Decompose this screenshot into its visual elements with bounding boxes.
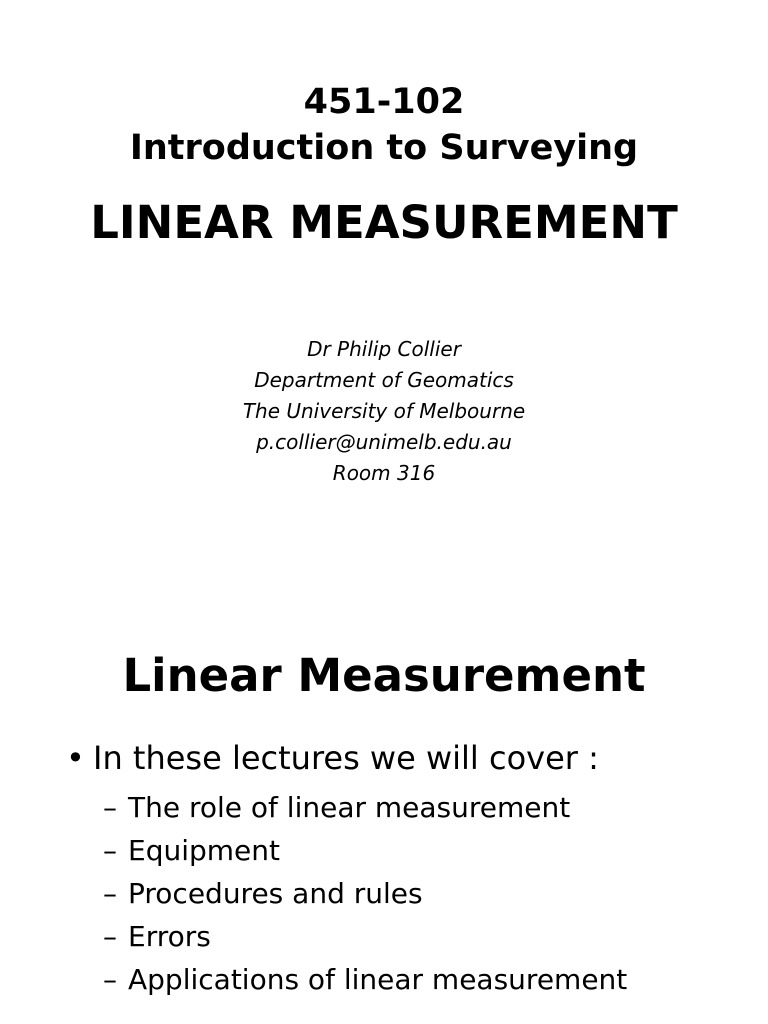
dash-marker: – — [103, 791, 117, 824]
overview-slide — [0, 560, 768, 1024]
main-bullet-text: In these lectures we will cover : — [93, 739, 599, 777]
dash-marker: – — [103, 963, 117, 996]
list-item — [103, 786, 627, 829]
list-item — [103, 958, 627, 1001]
course-name: Introduction to Surveying — [129, 128, 639, 168]
list-item — [103, 829, 627, 872]
list-item-text: The role of linear measurement — [128, 791, 571, 824]
main-bullet — [66, 738, 599, 778]
list-item — [103, 915, 627, 958]
author-room: Room 316 — [332, 461, 436, 485]
dash-marker: – — [103, 834, 117, 867]
course-code: 451-102 — [303, 82, 465, 122]
dash-marker: – — [103, 877, 117, 910]
list-item — [103, 872, 627, 915]
topic-list — [103, 786, 627, 1001]
bullet-marker: • — [66, 739, 85, 777]
list-item-text: Equipment — [128, 834, 280, 867]
author-university: The University of Melbourne — [242, 399, 526, 423]
lecture-title: LINEAR MEASUREMENT — [90, 196, 678, 249]
author-name: Dr Philip Collier — [307, 337, 461, 361]
list-item-text: Errors — [128, 920, 211, 953]
slide-title: Linear Measurement — [122, 649, 646, 702]
list-item-text: Procedures and rules — [128, 877, 423, 910]
author-email: p.collier@unimelb.edu.au — [256, 430, 512, 454]
dash-marker: – — [103, 920, 117, 953]
list-item-text: Applications of linear measurement — [128, 963, 628, 996]
author-info — [0, 334, 768, 489]
author-department: Department of Geomatics — [254, 368, 514, 392]
